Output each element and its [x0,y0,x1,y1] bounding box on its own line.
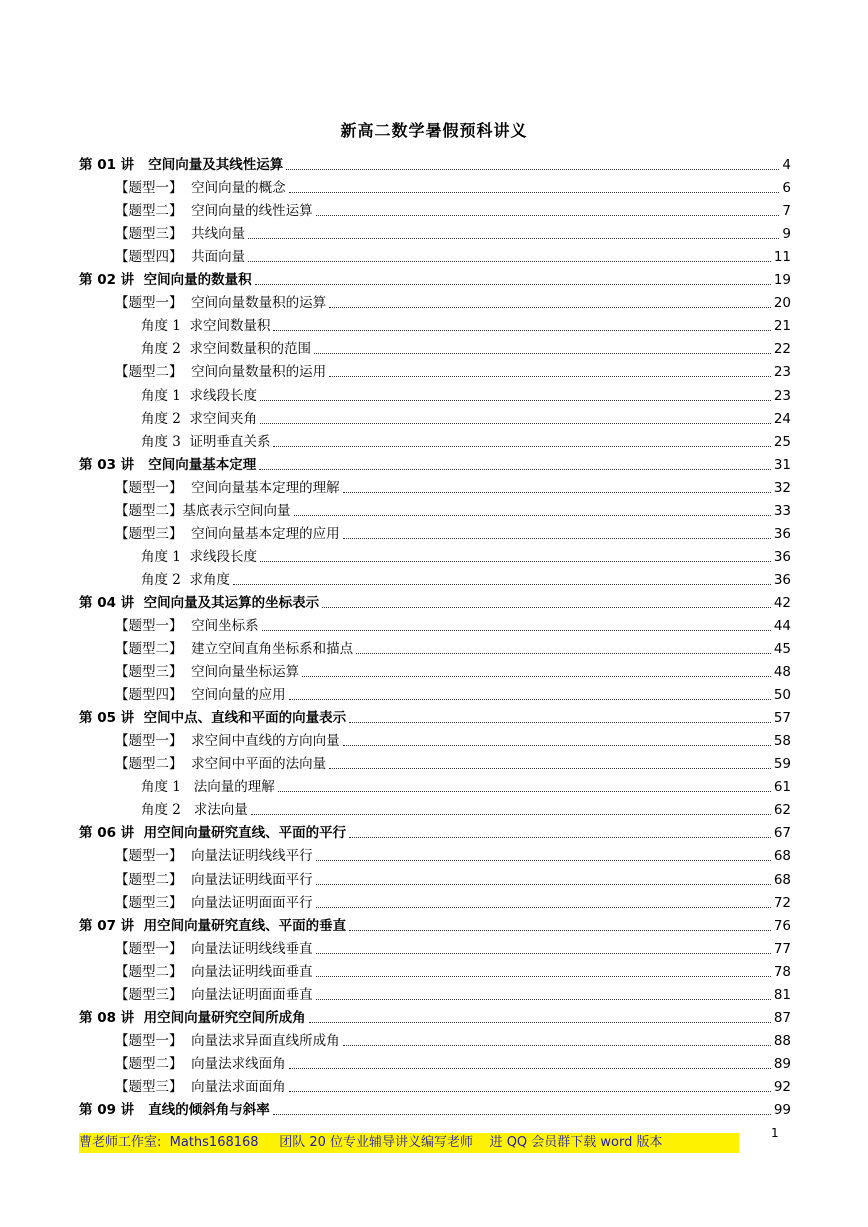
toc-entry-page: 44 [773,617,791,634]
dot-leader [255,283,771,285]
toc-entry-text: 第 01 讲 空间向量及其线性运算 [79,157,284,174]
toc-chapter-entry[interactable] [79,704,791,727]
toc-entry-page: 59 [773,756,791,773]
toc-entry-text: 角度 1 求空间数量积 [141,318,271,335]
toc-entry-page: 9 [782,226,791,243]
toc-entry-page: 42 [773,594,791,611]
toc-entry-page: 48 [773,664,791,681]
toc-entry-page: 33 [773,502,791,519]
toc-entry-text: 角度 2 求法向量 [141,802,248,819]
dot-leader [316,998,771,1000]
toc-section-entry[interactable] [79,289,791,312]
toc-entry-page: 23 [773,387,791,404]
toc-section-entry[interactable] [79,981,791,1004]
dot-leader [314,352,771,354]
toc-entry-text: 角度 3 证明垂直关系 [141,433,271,450]
dot-leader [316,975,771,977]
toc-entry-text: 【题型二】 向量法证明线面垂直 [115,963,313,980]
dot-leader [286,168,779,170]
toc-entry-text: 第 05 讲 空间中点、直线和平面的向量表示 [79,710,347,727]
dot-leader [329,306,771,308]
toc-section-entry[interactable] [79,497,791,520]
toc-section-entry[interactable] [79,658,791,681]
dot-leader [289,1067,771,1069]
dot-leader [262,629,771,631]
dot-leader [316,859,771,861]
toc-entry-text: 第 07 讲 用空间向量研究直线、平面的垂直 [79,917,347,934]
dot-leader [349,929,771,931]
dot-leader [343,537,771,539]
toc-entry-page: 81 [773,986,791,1003]
toc-entry-text: 第 08 讲 用空间向量研究空间所成角 [79,1009,306,1026]
dot-leader [294,514,771,516]
toc-entry-text: 【题型一】 空间向量的概念 [115,180,286,197]
toc-entry-text: 第 06 讲 用空间向量研究直线、平面的平行 [79,825,347,842]
toc-section-entry[interactable] [79,1027,791,1050]
toc-entry-text: 【题型三】 向量法证明面面平行 [115,894,313,911]
toc-entry-text: 【题型二】 向量法求线面角 [115,1055,286,1072]
toc-entry-page: 45 [773,641,791,658]
toc-entry-page: 19 [773,272,791,289]
toc-entry-text: 第 02 讲 空间向量的数量积 [79,272,252,289]
dot-leader [278,790,771,792]
dot-leader [259,468,771,470]
toc-entry-text: 角度 2 求空间数量积的范围 [141,341,311,358]
dot-leader [349,721,771,723]
toc-subsection-entry[interactable] [79,312,791,335]
toc-entry-text: 【题型三】 空间向量基本定理的应用 [115,525,340,542]
toc-section-entry[interactable] [79,935,791,958]
toc-entry-text: 角度 2 求空间夹角 [141,410,257,427]
toc-entry-page: 67 [773,825,791,842]
toc-entry-page: 78 [773,963,791,980]
toc-section-entry[interactable] [79,727,791,750]
toc-entry-text: 【题型一】 求空间中直线的方向向量 [115,733,340,750]
toc-entry-page: 31 [773,456,791,473]
toc-subsection-entry[interactable] [79,381,791,404]
toc-entry-text: 【题型三】 向量法求面面角 [115,1078,286,1095]
toc-section-entry[interactable] [79,358,791,381]
document-title: 新高二数学暑假预科讲义 [340,121,528,140]
dot-leader [289,698,771,700]
toc-entry-page: 6 [782,180,791,197]
toc-section-entry[interactable] [79,842,791,865]
toc-entry-text: 【题型一】 空间坐标系 [115,617,259,634]
toc-entry-page: 11 [773,249,791,266]
toc-entry-text: 【题型一】 向量法证明线线平行 [115,848,313,865]
dot-leader [316,906,771,908]
toc-section-entry[interactable] [79,612,791,635]
toc-entry-text: 第 09 讲 直线的倾斜角与斜率 [79,1101,270,1118]
toc-entry-page: 4 [782,157,791,174]
dot-leader [248,260,771,262]
toc-entry-text: 【题型四】 空间向量的应用 [115,687,286,704]
toc-entry-page: 77 [773,940,791,957]
dot-leader [273,445,770,447]
toc-entry-text: 角度 1 法向量的理解 [141,779,275,796]
toc-chapter-entry[interactable] [79,1004,791,1027]
toc-entry-page: 99 [773,1101,791,1118]
toc-section-entry[interactable] [79,635,791,658]
toc-entry-text: 第 04 讲 空间向量及其运算的坐标表示 [79,594,320,611]
dot-leader [316,214,780,216]
dot-leader [289,191,780,193]
toc-chapter-entry[interactable] [79,912,791,935]
toc-entry-text: 角度 1 求线段长度 [141,387,257,404]
toc-entry-text: 【题型二】 空间向量数量积的运用 [115,364,327,381]
toc-subsection-entry[interactable] [79,566,791,589]
toc-entry-page: 68 [773,871,791,888]
toc-entry-page: 87 [773,1009,791,1026]
dot-leader [273,329,770,331]
toc-entry-text: 【题型二】 空间向量的线性运算 [115,203,313,220]
toc-subsection-entry[interactable] [79,796,791,819]
toc-entry-page: 68 [773,848,791,865]
toc-entry-page: 76 [773,917,791,934]
page-number: 1 [771,1126,779,1140]
toc-entry-page: 25 [773,433,791,450]
toc-entry-text: 【题型一】 向量法证明线线垂直 [115,940,313,957]
toc-entry-page: 32 [773,479,791,496]
toc-section-entry[interactable] [79,174,791,197]
toc-chapter-entry[interactable] [79,1096,791,1119]
toc-chapter-entry[interactable] [79,266,791,289]
dot-leader [233,583,771,585]
dot-leader [251,813,771,815]
toc-chapter-entry[interactable] [79,451,791,474]
dot-leader [329,767,771,769]
dot-leader [248,237,779,239]
dot-leader [329,375,771,377]
toc-entry-text: 【题型四】 共面向量 [115,249,246,266]
toc-entry-page: 36 [773,548,791,565]
toc-entry-page: 24 [773,410,791,427]
toc-entry-page: 21 [773,318,791,335]
toc-entry-page: 50 [773,687,791,704]
table-of-contents [79,151,791,1119]
toc-entry-text: 第 03 讲 空间向量基本定理 [79,456,257,473]
toc-subsection-entry[interactable] [79,428,791,451]
toc-section-entry[interactable] [79,681,791,704]
toc-section-entry[interactable] [79,220,791,243]
dot-leader [260,399,771,401]
toc-subsection-entry[interactable] [79,405,791,428]
toc-entry-page: 7 [782,203,791,220]
toc-entry-text: 【题型三】 共线向量 [115,226,246,243]
toc-section-entry[interactable] [79,243,791,266]
dot-leader [260,422,771,424]
footer-banner: 曹老师工作室: Maths168168 团队 20 位专业辅导讲义编写老师 进 QQ 会员群下载 word 版本 [79,1133,739,1153]
toc-entry-text: 【题型一】 空间向量数量积的运算 [115,295,327,312]
toc-entry-page: 61 [773,779,791,796]
toc-subsection-entry[interactable] [79,543,791,566]
toc-entry-page: 92 [773,1078,791,1095]
dot-leader [349,836,771,838]
toc-entry-page: 57 [773,710,791,727]
toc-entry-page: 36 [773,525,791,542]
toc-section-entry[interactable] [79,750,791,773]
toc-section-entry[interactable] [79,520,791,543]
toc-entry-text: 角度 2 求角度 [141,571,230,588]
dot-leader [343,491,771,493]
dot-leader [343,744,771,746]
toc-entry-text: 【题型三】 空间向量坐标运算 [115,664,300,681]
toc-entry-text: 【题型二】基底表示空间向量 [115,502,291,519]
toc-section-entry[interactable] [79,1050,791,1073]
toc-subsection-entry[interactable] [79,773,791,796]
toc-entry-page: 22 [773,341,791,358]
toc-entry-page: 36 [773,571,791,588]
toc-entry-page: 58 [773,733,791,750]
dot-leader [343,1044,771,1046]
toc-section-entry[interactable] [79,889,791,912]
toc-section-entry[interactable] [79,197,791,220]
toc-section-entry[interactable] [79,474,791,497]
dot-leader [316,883,771,885]
toc-entry-text: 【题型二】 建立空间直角坐标系和描点 [115,641,354,658]
toc-entry-page: 72 [773,894,791,911]
toc-entry-text: 【题型二】 向量法证明线面平行 [115,871,313,888]
toc-entry-page: 20 [773,295,791,312]
toc-subsection-entry[interactable] [79,335,791,358]
dot-leader [289,1090,771,1092]
toc-entry-page: 23 [773,364,791,381]
toc-entry-page: 88 [773,1032,791,1049]
toc-section-entry[interactable] [79,865,791,888]
toc-entry-text: 【题型三】 向量法证明面面垂直 [115,986,313,1003]
toc-chapter-entry[interactable] [79,819,791,842]
dot-leader [302,675,771,677]
toc-entry-page: 62 [773,802,791,819]
dot-leader [260,560,771,562]
toc-entry-text: 【题型一】 向量法求异面直线所成角 [115,1032,340,1049]
toc-section-entry[interactable] [79,958,791,981]
dot-leader [322,606,771,608]
toc-entry-page: 89 [773,1055,791,1072]
toc-entry-text: 角度 1 求线段长度 [141,548,257,565]
dot-leader [316,952,771,954]
toc-entry-text: 【题型二】 求空间中平面的法向量 [115,756,327,773]
dot-leader [356,652,771,654]
toc-chapter-entry[interactable] [79,589,791,612]
toc-chapter-entry[interactable] [79,151,791,174]
toc-section-entry[interactable] [79,1073,791,1096]
dot-leader [309,1021,771,1023]
dot-leader [273,1113,771,1115]
toc-entry-text: 【题型一】 空间向量基本定理的理解 [115,479,340,496]
